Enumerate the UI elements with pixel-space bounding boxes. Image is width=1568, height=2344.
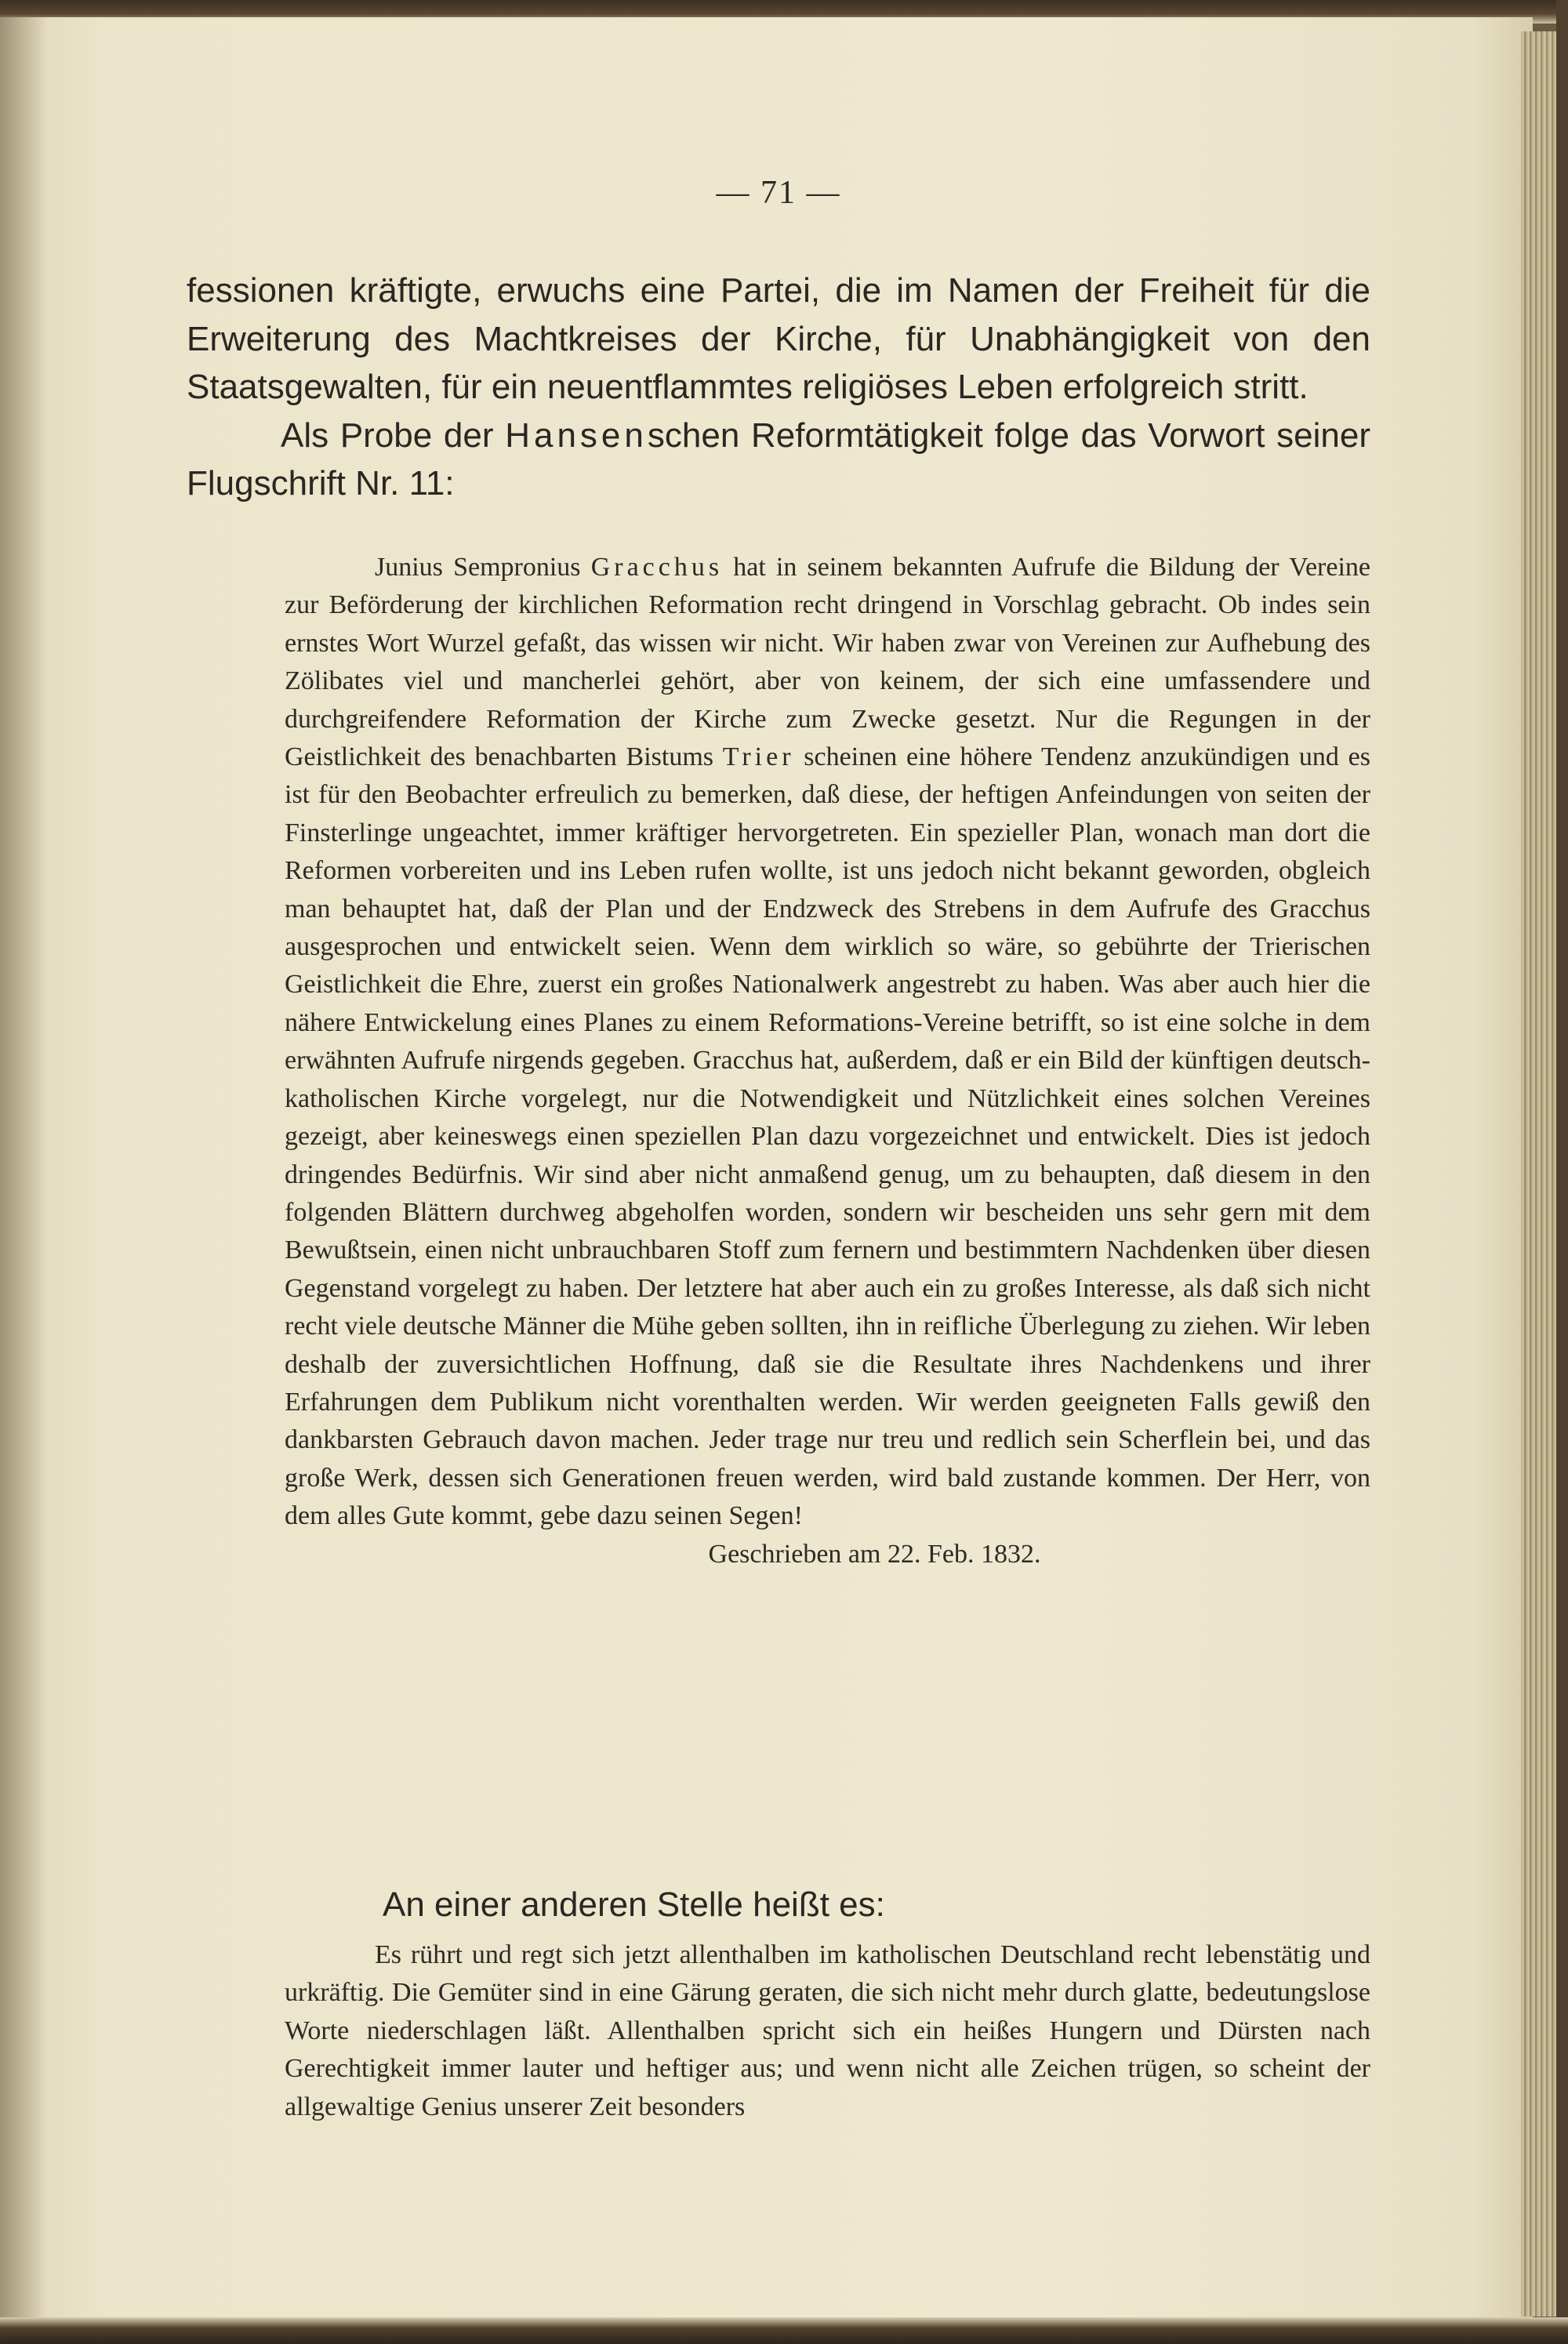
paragraph-2-name: Hansen	[505, 415, 648, 455]
quotation-1-author-spaced: Gracchus	[590, 553, 724, 582]
paragraph-2	[187, 412, 1370, 508]
quotation-1-author-first: Junius Sempronius	[375, 553, 591, 582]
paragraph-1: fessionen kräftigte, erwuchs eine Partei, die im Namen der Freiheit für die Erweiterung des Machtkreises der Kirche, für Unabhängigkeit von den Staatsgewalten, für ein neuentflammtes religiöses Leben erfolgreich stritt.	[187, 271, 1370, 406]
book-cover-right	[1556, 0, 1568, 2344]
book-binding-bottom	[0, 2317, 1568, 2344]
paragraph-2-before: Als Probe der	[281, 415, 506, 455]
quotation-1-signature: Geschrieben am 22. Feb. 1832.	[708, 1539, 1041, 1569]
quotation-2-text: Es rührt und regt sich jetzt allenthalben im katholischen Deutschland recht lebenstätig und urkräftig. Die Gemüter sind in eine Gärung geraten, die sich nicht mehr durch glatte, bedeutungslose Worte niederschlagen läßt. Allenthalben spricht sich ein heißes Hungern und Dürsten nach Gerechtigkeit immer lauter und heftiger aus; und wenn nicht alle Zeichen trügen, so scheint der allgewaltige Genius unserer Zeit besonders	[285, 1940, 1370, 2121]
quotation-block-2	[285, 1936, 1370, 2126]
quotation-1-text	[285, 549, 1370, 1536]
quotation-block-1	[285, 549, 1370, 1573]
quotation-1-place-spaced: Trier	[722, 742, 795, 772]
paragraph-2-after: schen Reformtätigkeit folge das Vorwort seiner Flugschrift Nr. 11:	[187, 415, 1370, 503]
main-text	[187, 267, 1370, 508]
quotation-1-text-a: hat in seinem bekannten Aufrufe die Bildung der Vereine zur Beförderung der kirchlichen Reformation recht dringend in Vorschlag gebracht. Ob indes sein ernstes Wort Wurzel gefaßt, das wissen wir nicht. Wir haben zwar von Vereinen zur Aufhebung des Zölibates viel und mancherlei gehört, aber von keinem, der sich eine umfassendere und durchgreifendere Reformation der Kirche zum Zwecke gesetzt. Nur die Regungen in der Geistlichkeit des benachbarten Bistums	[285, 553, 1370, 772]
page-edges-right	[1521, 31, 1556, 2317]
spine-shadow	[0, 17, 47, 2320]
quotation-1-text-b: scheinen eine höhere Tendenz anzukündigen und es ist für den Beobachter erfreulich zu bemerken, daß diese, der heftigen Anfeindungen von seiten der Finsterlinge ungeachtet, immer kräftiger hervorgetreten. Ein spezieller Plan, wonach man dort die Reformen vorbereiten und ins Leben rufen wollte, ist uns jedoch nicht bekannt geworden, obgleich man behauptet hat, daß der Plan und der Endzweck des Strebens in dem Aufrufe des Gracchus ausgesprochen und entwickelt seien. Wenn dem wirklich so wäre, so gebührte der Trierischen Geistlichkeit die Ehre, zuerst ein großes Nationalwerk angestrebt zu haben. Was aber auch hier die nähere Entwickelung eines Planes zu einem Reformations-Vereine betrifft, so ist eine solche in dem erwähnten Aufrufe nirgends gegeben. Gracchus hat, außerdem, daß er ein Bild der künftigen deutsch-katholischen Kirche vorgelegt, nur die Notwendigkeit und Nützlichkeit eines solchen Vereines gezeigt, aber keineswegs einen speziellen Plan dazu vorgezeichnet und entwickelt. Dies ist jedoch dringendes Bedürfnis. Wir sind aber nicht anmaßend genug, um zu behaupten, daß diesem in den folgenden Blättern durchweg abgeholfen worden, sondern wir bescheiden uns sehr gern mit dem Bewußtsein, einen nicht unbrauchbaren Stoff zum fernern und bestimmtern Nachdenken über diesen Gegenstand vorgelegt zu haben. Der letztere hat aber auch ein zu großes Interesse, als daß sich nicht recht viele deutsche Männer die Mühe geben sollten, ihn in reifliche Überlegung zu ziehen. Wir leben deshalb der zuversichtlichen Hoffnung, daß sie die Resultate ihres Nachdenkens und ihrer Erfahrungen dem Publikum nicht vorenthalten werden. Wir werden geeigneten Falls gewiß den dankbarsten Gebrauch davon machen. Jeder trage nur treu und redlich sein Scherflein bei, und das große Werk, dessen sich Generationen freuen werden, wird bald zustande kommen. Der Herr, von dem alles Gute kommt, gebe dazu seinen Segen!	[285, 742, 1370, 1531]
page-number: — 71 —	[716, 175, 841, 211]
section-heading: An einer anderen Stelle heißt es:	[383, 1885, 885, 1924]
